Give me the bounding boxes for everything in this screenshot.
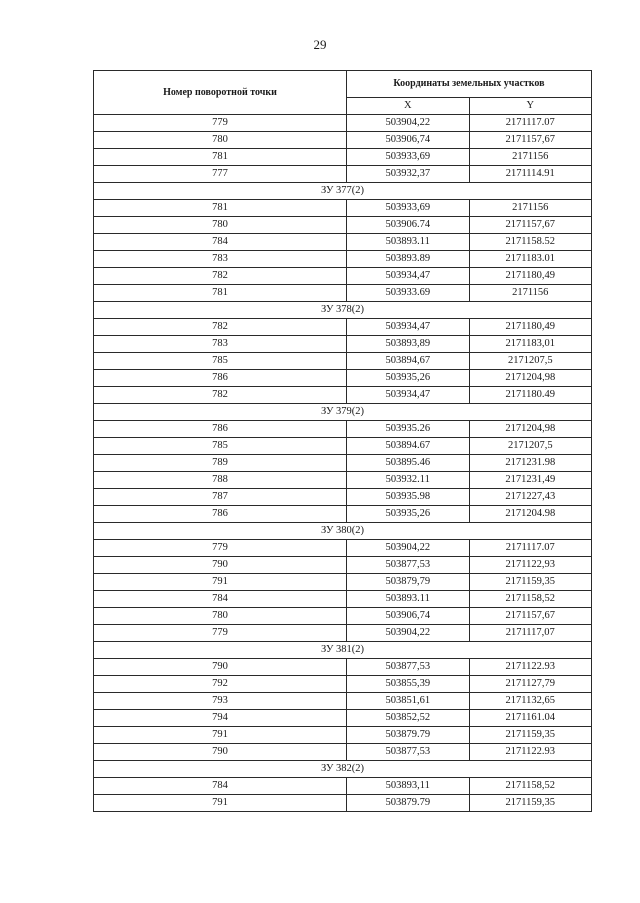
- table-row: [94, 591, 592, 608]
- y-coordinate-cell: 2171117,07: [469, 625, 592, 642]
- point-number-cell: 790: [94, 659, 347, 676]
- table-row: [94, 557, 592, 574]
- point-number-cell: 791: [94, 795, 347, 812]
- section-row: [94, 523, 592, 540]
- x-coordinate-cell: 503894.67: [347, 438, 470, 455]
- point-number-cell: 787: [94, 489, 347, 506]
- x-coordinate-cell: 503904,22: [347, 540, 470, 557]
- y-coordinate-cell: 2171159,35: [469, 795, 592, 812]
- point-number-cell: 793: [94, 693, 347, 710]
- table-row: [94, 625, 592, 642]
- x-coordinate-cell: 503877,53: [347, 557, 470, 574]
- y-coordinate-cell: 2171117.07: [469, 540, 592, 557]
- table-row: [94, 319, 592, 336]
- header-x: X: [347, 98, 470, 115]
- point-number-cell: 781: [94, 285, 347, 302]
- point-number-cell: 790: [94, 744, 347, 761]
- table-row: [94, 200, 592, 217]
- table-row: [94, 608, 592, 625]
- table-row: [94, 149, 592, 166]
- section-title: ЗУ 377(2): [94, 183, 592, 200]
- y-coordinate-cell: 2171180,49: [469, 268, 592, 285]
- y-coordinate-cell: 2171127,79: [469, 676, 592, 693]
- table-row: [94, 234, 592, 251]
- point-number-cell: 783: [94, 336, 347, 353]
- table-row: [94, 251, 592, 268]
- table-row: [94, 438, 592, 455]
- header-y: Y: [469, 98, 592, 115]
- table-row: [94, 676, 592, 693]
- table-row: [94, 336, 592, 353]
- x-coordinate-cell: 503879,79: [347, 574, 470, 591]
- x-coordinate-cell: 503904,22: [347, 115, 470, 132]
- x-coordinate-cell: 503893,11: [347, 778, 470, 795]
- point-number-cell: 784: [94, 234, 347, 251]
- table-row: [94, 268, 592, 285]
- point-number-cell: 785: [94, 438, 347, 455]
- x-coordinate-cell: 503893,89: [347, 336, 470, 353]
- x-coordinate-cell: 503906.74: [347, 217, 470, 234]
- table-row: [94, 217, 592, 234]
- table-body: [94, 115, 592, 812]
- x-coordinate-cell: 503879.79: [347, 727, 470, 744]
- table-row: [94, 574, 592, 591]
- table-row: [94, 795, 592, 812]
- x-coordinate-cell: 503852,52: [347, 710, 470, 727]
- table-row: [94, 455, 592, 472]
- y-coordinate-cell: 2171132,65: [469, 693, 592, 710]
- x-coordinate-cell: 503935.26: [347, 421, 470, 438]
- x-coordinate-cell: 503933,69: [347, 200, 470, 217]
- y-coordinate-cell: 2171157,67: [469, 217, 592, 234]
- point-number-cell: 780: [94, 132, 347, 149]
- point-number-cell: 791: [94, 727, 347, 744]
- point-number-cell: 789: [94, 455, 347, 472]
- table-row: [94, 744, 592, 761]
- x-coordinate-cell: 503893.11: [347, 234, 470, 251]
- section-title: ЗУ 379(2): [94, 404, 592, 421]
- y-coordinate-cell: 2171161.04: [469, 710, 592, 727]
- x-coordinate-cell: 503934,47: [347, 268, 470, 285]
- point-number-cell: 790: [94, 557, 347, 574]
- point-number-cell: 782: [94, 268, 347, 285]
- y-coordinate-cell: 2171183,01: [469, 336, 592, 353]
- y-coordinate-cell: 2171183.01: [469, 251, 592, 268]
- point-number-cell: 782: [94, 319, 347, 336]
- x-coordinate-cell: 503895.46: [347, 455, 470, 472]
- y-coordinate-cell: 2171180,49: [469, 319, 592, 336]
- x-coordinate-cell: 503877,53: [347, 659, 470, 676]
- point-number-cell: 781: [94, 149, 347, 166]
- table-row: [94, 693, 592, 710]
- x-coordinate-cell: 503893.89: [347, 251, 470, 268]
- point-number-cell: 777: [94, 166, 347, 183]
- point-number-cell: 782: [94, 387, 347, 404]
- section-row: [94, 642, 592, 659]
- table-row: [94, 710, 592, 727]
- table-row: [94, 387, 592, 404]
- point-number-cell: 781: [94, 200, 347, 217]
- point-number-cell: 792: [94, 676, 347, 693]
- y-coordinate-cell: 2171227,43: [469, 489, 592, 506]
- header-coordinates: Координаты земельных участков: [347, 71, 592, 98]
- point-number-cell: 780: [94, 608, 347, 625]
- table-row: [94, 285, 592, 302]
- point-number-cell: 786: [94, 370, 347, 387]
- point-number-cell: 791: [94, 574, 347, 591]
- table-header: [94, 71, 592, 115]
- point-number-cell: 779: [94, 540, 347, 557]
- y-coordinate-cell: 2171180.49: [469, 387, 592, 404]
- table-row: [94, 727, 592, 744]
- section-row: [94, 302, 592, 319]
- section-title: ЗУ 378(2): [94, 302, 592, 319]
- y-coordinate-cell: 2171158,52: [469, 591, 592, 608]
- y-coordinate-cell: 2171157,67: [469, 608, 592, 625]
- y-coordinate-cell: 2171159,35: [469, 574, 592, 591]
- x-coordinate-cell: 503877,53: [347, 744, 470, 761]
- y-coordinate-cell: 2171204,98: [469, 370, 592, 387]
- x-coordinate-cell: 503906,74: [347, 608, 470, 625]
- section-row: [94, 404, 592, 421]
- x-coordinate-cell: 503935,26: [347, 506, 470, 523]
- table-row: [94, 659, 592, 676]
- x-coordinate-cell: 503893.11: [347, 591, 470, 608]
- table-row: [94, 472, 592, 489]
- table-row: [94, 421, 592, 438]
- section-title: ЗУ 381(2): [94, 642, 592, 659]
- point-number-cell: 779: [94, 115, 347, 132]
- y-coordinate-cell: 2171204.98: [469, 506, 592, 523]
- x-coordinate-cell: 503934,47: [347, 387, 470, 404]
- y-coordinate-cell: 2171204,98: [469, 421, 592, 438]
- point-number-cell: 786: [94, 506, 347, 523]
- x-coordinate-cell: 503894,67: [347, 353, 470, 370]
- point-number-cell: 779: [94, 625, 347, 642]
- x-coordinate-cell: 503855,39: [347, 676, 470, 693]
- x-coordinate-cell: 503904,22: [347, 625, 470, 642]
- x-coordinate-cell: 503934,47: [347, 319, 470, 336]
- y-coordinate-cell: 2171231,49: [469, 472, 592, 489]
- y-coordinate-cell: 2171156: [469, 200, 592, 217]
- page-number: 29: [313, 37, 327, 52]
- x-coordinate-cell: 503933,69: [347, 149, 470, 166]
- header-point-number: Номер поворотной точки: [94, 71, 347, 115]
- x-coordinate-cell: 503879.79: [347, 795, 470, 812]
- y-coordinate-cell: 2171207,5: [469, 353, 592, 370]
- y-coordinate-cell: 2171157,67: [469, 132, 592, 149]
- x-coordinate-cell: 503851,61: [347, 693, 470, 710]
- table-row: [94, 166, 592, 183]
- y-coordinate-cell: 2171114.91: [469, 166, 592, 183]
- coordinates-table: [93, 70, 592, 812]
- x-coordinate-cell: 503935,26: [347, 370, 470, 387]
- point-number-cell: 784: [94, 778, 347, 795]
- section-title: ЗУ 380(2): [94, 523, 592, 540]
- y-coordinate-cell: 2171158,52: [469, 778, 592, 795]
- point-number-cell: 794: [94, 710, 347, 727]
- y-coordinate-cell: 2171158.52: [469, 234, 592, 251]
- table-row: [94, 506, 592, 523]
- table-row: [94, 540, 592, 557]
- x-coordinate-cell: 503932.11: [347, 472, 470, 489]
- table-row: [94, 353, 592, 370]
- table-row: [94, 115, 592, 132]
- x-coordinate-cell: 503933.69: [347, 285, 470, 302]
- point-number-cell: 786: [94, 421, 347, 438]
- table-row: [94, 132, 592, 149]
- point-number-cell: 783: [94, 251, 347, 268]
- point-number-cell: 780: [94, 217, 347, 234]
- y-coordinate-cell: 2171122,93: [469, 557, 592, 574]
- y-coordinate-cell: 2171159,35: [469, 727, 592, 744]
- table-row: [94, 778, 592, 795]
- table-row: [94, 370, 592, 387]
- x-coordinate-cell: 503935.98: [347, 489, 470, 506]
- point-number-cell: 784: [94, 591, 347, 608]
- y-coordinate-cell: 2171122.93: [469, 744, 592, 761]
- x-coordinate-cell: 503932,37: [347, 166, 470, 183]
- section-title: ЗУ 382(2): [94, 761, 592, 778]
- y-coordinate-cell: 2171117.07: [469, 115, 592, 132]
- section-row: [94, 183, 592, 200]
- y-coordinate-cell: 2171156: [469, 149, 592, 166]
- y-coordinate-cell: 2171122.93: [469, 659, 592, 676]
- y-coordinate-cell: 2171207,5: [469, 438, 592, 455]
- section-row: [94, 761, 592, 778]
- y-coordinate-cell: 2171156: [469, 285, 592, 302]
- x-coordinate-cell: 503906,74: [347, 132, 470, 149]
- point-number-cell: 788: [94, 472, 347, 489]
- point-number-cell: 785: [94, 353, 347, 370]
- table-row: [94, 489, 592, 506]
- y-coordinate-cell: 2171231.98: [469, 455, 592, 472]
